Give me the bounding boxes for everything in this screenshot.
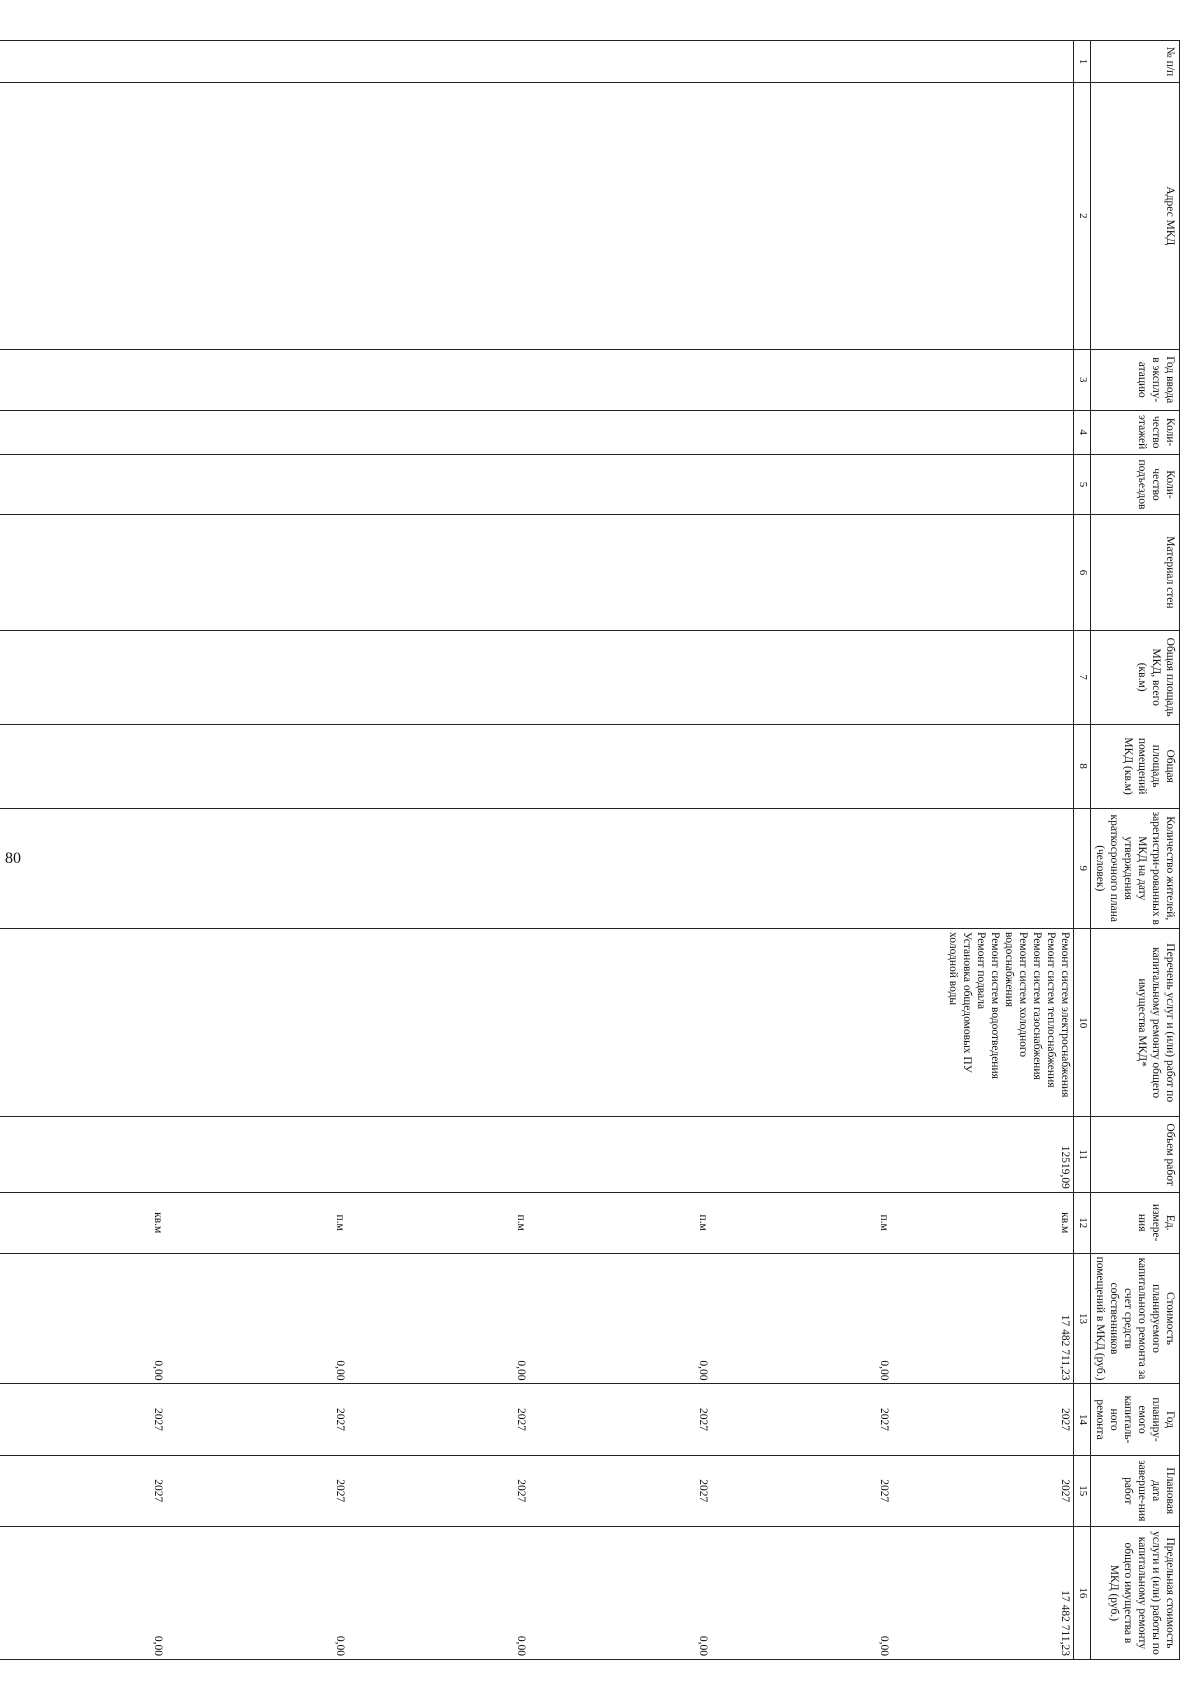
rotated-sheet <box>50 40 1180 1660</box>
cost-cell-line: 0,00 <box>515 1360 528 1381</box>
column-number-15: 15 <box>1074 1455 1090 1526</box>
unit-cell-line: п.м <box>515 1214 528 1231</box>
column-header-6: Материал стен <box>1090 515 1179 630</box>
works-cell-line: Установка общедомовых ПУ холодной воды <box>947 931 974 1073</box>
limit-cost-cell-line: 0,00 <box>878 1635 891 1656</box>
column-number-1: 1 <box>1074 41 1090 83</box>
column-number-5: 5 <box>1074 454 1090 515</box>
column-header-1: № п/п <box>1090 41 1179 83</box>
repair-year-cell-line: 2027 <box>152 1408 165 1432</box>
column-number-7: 7 <box>1074 630 1090 724</box>
works-cell-line: Ремонт подвала <box>975 931 988 1010</box>
address-cell <box>0 82 1074 349</box>
volume-cell <box>0 1117 1074 1192</box>
year-cell <box>0 349 1074 410</box>
repair-year-cell-line: 2027 <box>696 1408 709 1432</box>
volume-cell-line <box>528 1120 709 1188</box>
column-number-12: 12 <box>1074 1192 1090 1253</box>
repair-year-cell-line: 2027 <box>878 1408 891 1432</box>
volume-cell-line: 12519,09 <box>1059 1145 1072 1189</box>
works-cell-line: Ремонт систем газоснабжения <box>1031 931 1044 1080</box>
column-header-11: Объем работ <box>1090 1117 1179 1192</box>
cost-cell-line: 0,00 <box>333 1360 346 1381</box>
limit-cost-cell-line: 0,00 <box>152 1635 165 1656</box>
column-number-4: 4 <box>1074 410 1090 454</box>
column-header-15: Плановая дата заверше-ния работ <box>1090 1455 1179 1526</box>
column-number-14: 14 <box>1074 1384 1090 1455</box>
column-number-2: 2 <box>1074 82 1090 349</box>
entrances-cell <box>0 454 1074 515</box>
limit-cost-cell-line: 0,00 <box>333 1635 346 1656</box>
column-number-9: 9 <box>1074 808 1090 928</box>
repair-plan-table <box>0 40 1180 1660</box>
unit-cell-line: п.м <box>878 1214 891 1231</box>
column-header-9: Количество жителей, зарегистри-рованных в МКД на дату утверждения краткосрочного плана (человек) <box>1090 808 1179 928</box>
volume-cell-line <box>165 1120 346 1188</box>
cost-cell-line: 0,00 <box>878 1360 891 1381</box>
table-body <box>0 41 1074 1660</box>
cost-cell-line: 17 482 711,23 <box>1059 1314 1072 1381</box>
limit-cost-cell-line: 0,00 <box>515 1635 528 1656</box>
column-number-11: 11 <box>1074 1117 1090 1192</box>
works-cell-line: Ремонт систем электроснабжения <box>1059 931 1072 1098</box>
premises-area-cell <box>0 724 1074 808</box>
repair-year-cell <box>0 1384 1074 1455</box>
column-header-10: Перечень услуг и (или) работ по капитальному ремонту общего имущества МКД* <box>1090 928 1179 1116</box>
volume-cell-line <box>0 1120 165 1188</box>
column-header-2: Адрес МКД <box>1090 82 1179 349</box>
end-date-cell-line: 2027 <box>515 1479 528 1503</box>
works-cell-line: Ремонт систем теплоснабжения <box>1045 931 1058 1088</box>
column-header-16: Предельная стоимость услуги и (или) работы по капитальному ремонту общего имущества в МКД (руб.) <box>1090 1526 1179 1659</box>
column-header-3: Год ввода в эксплу-атацию <box>1090 349 1179 410</box>
cost-cell <box>0 1253 1074 1384</box>
column-number-row <box>1074 41 1090 1660</box>
total-area-cell <box>0 630 1074 724</box>
works-cell-line: Ремонт систем холодного водоснабжения <box>1003 931 1030 1058</box>
repair-year-cell-line: 2027 <box>1059 1408 1072 1432</box>
limit-cost-cell-line: 0,00 <box>696 1635 709 1656</box>
volume-cell-line <box>347 1120 528 1188</box>
walls-cell <box>0 515 1074 630</box>
cost-cell-line: 0,00 <box>696 1360 709 1381</box>
column-number-8: 8 <box>1074 724 1090 808</box>
column-header-5: Коли-чество подъездов <box>1090 454 1179 515</box>
unit-cell-line: кв.м <box>1059 1212 1072 1234</box>
unit-cell-line: п.м <box>696 1214 709 1231</box>
header-row <box>1090 41 1179 1660</box>
column-header-14: Год планиру-емого капиталь-ного ремонта <box>1090 1384 1179 1455</box>
column-number-3: 3 <box>1074 349 1090 410</box>
residents-cell <box>0 808 1074 928</box>
cost-cell-line: 0,00 <box>152 1360 165 1381</box>
end-date-cell-line: 2027 <box>333 1479 346 1503</box>
column-header-13: Стоимость планируемого капитального ремонта за счет средств собственников помещений в МКД (руб.) <box>1090 1253 1179 1384</box>
end-date-cell <box>0 1455 1074 1526</box>
volume-cell-line <box>710 1120 891 1188</box>
limit-cost-cell-line: 17 482 711,23 <box>1059 1590 1072 1656</box>
column-header-7: Общая площадь МКД, всего (кв.м) <box>1090 630 1179 724</box>
limit-cost-cell <box>0 1526 1074 1659</box>
unit-cell-line: п.м <box>333 1214 346 1231</box>
column-header-8: Общая площадь помещений МКД (кв.м) <box>1090 724 1179 808</box>
repair-year-cell-line: 2027 <box>333 1408 346 1432</box>
end-date-cell-line: 2027 <box>878 1479 891 1503</box>
unit-cell <box>0 1192 1074 1253</box>
unit-cell-line: кв.м <box>152 1212 165 1234</box>
repair-year-cell-line: 2027 <box>515 1408 528 1432</box>
page-number: 80 <box>5 850 21 867</box>
works-cell <box>0 928 1074 1116</box>
end-date-cell-line: 2027 <box>1059 1479 1072 1503</box>
column-number-10: 10 <box>1074 928 1090 1116</box>
floors-cell <box>0 410 1074 454</box>
works-cell-line: Ремонт систем водоотведения <box>989 931 1002 1079</box>
end-date-cell-line: 2027 <box>696 1479 709 1503</box>
data-row <box>0 41 1074 1660</box>
column-number-16: 16 <box>1074 1526 1090 1659</box>
column-number-6: 6 <box>1074 515 1090 630</box>
end-date-cell-line: 2027 <box>152 1479 165 1503</box>
row-number <box>0 41 1074 83</box>
column-header-4: Коли-чество этажей <box>1090 410 1179 454</box>
column-number-13: 13 <box>1074 1253 1090 1384</box>
column-header-12: Ед. измере-ния <box>1090 1192 1179 1253</box>
